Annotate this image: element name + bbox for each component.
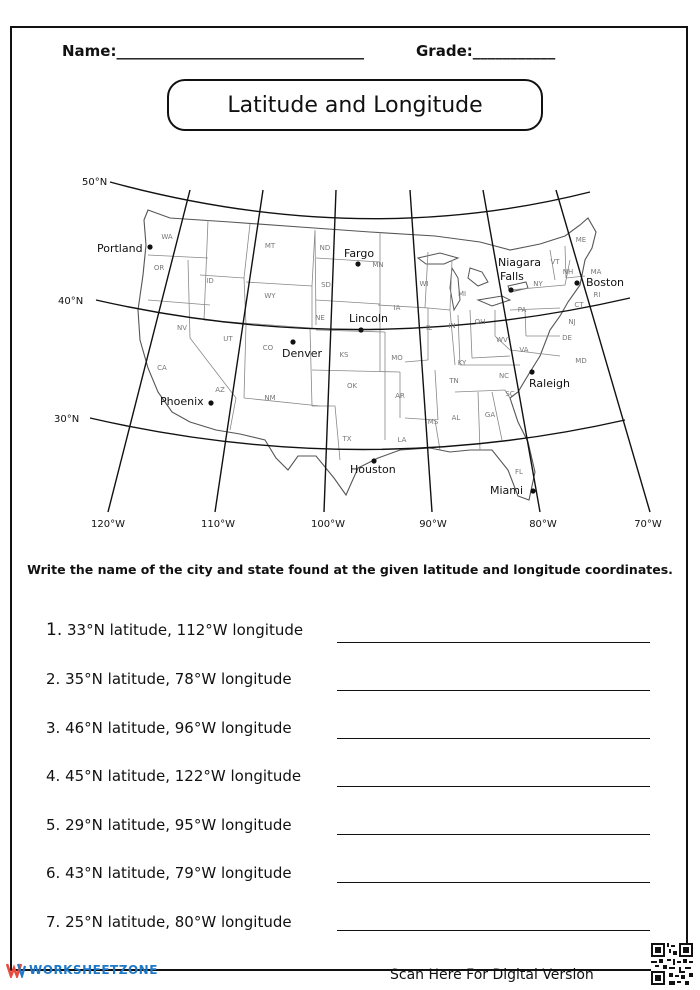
instructions: Write the name of the city and state found at the given latitude and longitude coordinates. [27, 562, 673, 577]
state-label: MS [427, 418, 439, 426]
lon-label-70: 70°W [634, 519, 662, 530]
state-label: UT [223, 335, 233, 343]
question-1 [46, 620, 303, 640]
lon-label-80: 80°W [529, 519, 557, 530]
state-label: ME [575, 236, 587, 244]
question-number: 7. [46, 913, 61, 931]
answer-line-2[interactable] [337, 674, 650, 691]
state-label: NJ [568, 318, 576, 326]
state-label: GA [484, 411, 496, 419]
question-number: 3. [46, 719, 61, 737]
question-6 [46, 864, 292, 882]
lon-label-90: 90°W [419, 519, 447, 530]
state-label: DE [562, 334, 572, 342]
city-label-denver: Denver [282, 347, 323, 360]
city-dot-lincoln [358, 327, 363, 332]
state-label: CA [157, 364, 167, 372]
state-label: AL [451, 414, 461, 422]
city-dot-fargo [355, 261, 360, 266]
grade-field-label: Grade:___________ [416, 42, 556, 60]
question-number: 5. [46, 816, 61, 834]
state-label: IL [426, 324, 432, 332]
worksheetzone-logo [6, 962, 158, 978]
lat-label-50: 50°N [82, 177, 108, 188]
city-label-raleigh: Raleigh [529, 377, 570, 390]
question-7 [46, 913, 292, 931]
question-text: 25°N latitude, 80°W longitude [65, 913, 292, 931]
question-2 [46, 670, 292, 688]
city-label-boston: Boston [586, 276, 625, 289]
answer-line-7[interactable] [337, 914, 650, 931]
state-label: MD [575, 357, 587, 365]
question-text: 29°N latitude, 95°W longitude [65, 816, 292, 834]
city-dot-raleigh [529, 369, 534, 374]
city-dot-denver [290, 339, 295, 344]
question-text: 45°N latitude, 122°W longitude [65, 767, 302, 785]
logo-text: WORKSHEETZONE [29, 963, 158, 977]
state-label: ID [206, 277, 214, 285]
question-number: 2. [46, 670, 61, 688]
city-label-miami: Miami [490, 484, 524, 497]
question-text: 33°N latitude, 112°W longitude [67, 621, 304, 639]
city-dot-niagara-falls [508, 287, 513, 292]
question-4 [46, 767, 301, 785]
city-dot-miami [530, 488, 535, 493]
worksheet-title-text: Latitude and Longitude [227, 92, 483, 118]
state-label: TN [449, 377, 459, 385]
city-label-niagara: Niagara [498, 256, 542, 269]
city-dot-portland [147, 244, 152, 249]
state-label: NM [264, 394, 276, 402]
state-label: NY [533, 280, 543, 288]
state-label: RI [593, 291, 601, 299]
state-label: VT [550, 258, 560, 266]
qr-code-icon[interactable] [651, 943, 693, 985]
lat-label-40: 40°N [58, 296, 84, 307]
city-label-houston: Houston [350, 463, 396, 476]
state-label: TX [342, 435, 352, 443]
state-label: NC [498, 372, 510, 380]
lat-label-30: 30°N [54, 414, 80, 425]
state-label: NE [315, 314, 325, 322]
answer-line-6[interactable] [337, 866, 650, 883]
question-text: 35°N latitude, 78°W longitude [65, 670, 292, 688]
state-label: NV [176, 324, 188, 332]
state-label: PA [517, 306, 527, 314]
state-label: WA [161, 233, 173, 241]
answer-line-5[interactable] [337, 818, 650, 835]
state-label: LA [397, 436, 407, 444]
city-label-phoenix: Phoenix [160, 395, 204, 408]
answer-line-3[interactable] [337, 722, 650, 739]
city-label-lincoln: Lincoln [349, 312, 388, 325]
state-label: OK [346, 382, 358, 390]
city-label-fargo: Fargo [344, 247, 375, 260]
state-label: OR [153, 264, 165, 272]
question-text: 43°N latitude, 79°W longitude [65, 864, 292, 882]
state-label: OH [474, 318, 486, 326]
state-label: WI [419, 280, 429, 288]
state-label: CT [574, 301, 584, 309]
state-label: MN [372, 261, 384, 269]
lon-label-100: 100°W [311, 519, 345, 530]
state-label: ND [319, 244, 331, 252]
name-field-label: Name:_________________________________ [62, 42, 364, 60]
question-text: 46°N latitude, 96°W longitude [65, 719, 292, 737]
state-label: MO [391, 354, 403, 362]
question-number: 6. [46, 864, 61, 882]
state-label: MI [457, 290, 467, 298]
worksheet-title [167, 79, 543, 131]
logo-icon [6, 962, 26, 978]
lon-label-110: 110°W [201, 519, 235, 530]
city-label-falls: Falls [500, 270, 524, 283]
state-label: MA [590, 268, 602, 276]
answer-line-1[interactable] [337, 626, 650, 643]
state-label: WY [264, 292, 276, 300]
state-label: KY [457, 359, 467, 367]
scan-caption: Scan Here For Digital Version [390, 967, 594, 983]
question-3 [46, 719, 292, 737]
state-label: VA [519, 346, 529, 354]
state-label: SC [505, 390, 515, 398]
state-label: WV [496, 336, 508, 344]
question-number: 1. [46, 620, 63, 640]
state-label: AZ [215, 386, 225, 394]
state-label: AR [395, 392, 405, 400]
state-label: NH [562, 268, 574, 276]
state-label: KS [339, 351, 349, 359]
city-dot-phoenix [208, 400, 213, 405]
question-5 [46, 816, 292, 834]
us-map [40, 160, 670, 535]
answer-line-4[interactable] [337, 770, 650, 787]
state-label: SD [321, 281, 331, 289]
state-label: MT [264, 242, 276, 250]
city-dot-boston [574, 280, 579, 285]
lon-label-120: 120°W [91, 519, 125, 530]
state-label: IA [393, 304, 401, 312]
question-number: 4. [46, 767, 61, 785]
state-label: IN [448, 322, 456, 330]
city-label-portland: Portland [97, 242, 143, 255]
state-label: FL [515, 468, 523, 476]
state-label: CO [262, 344, 274, 352]
